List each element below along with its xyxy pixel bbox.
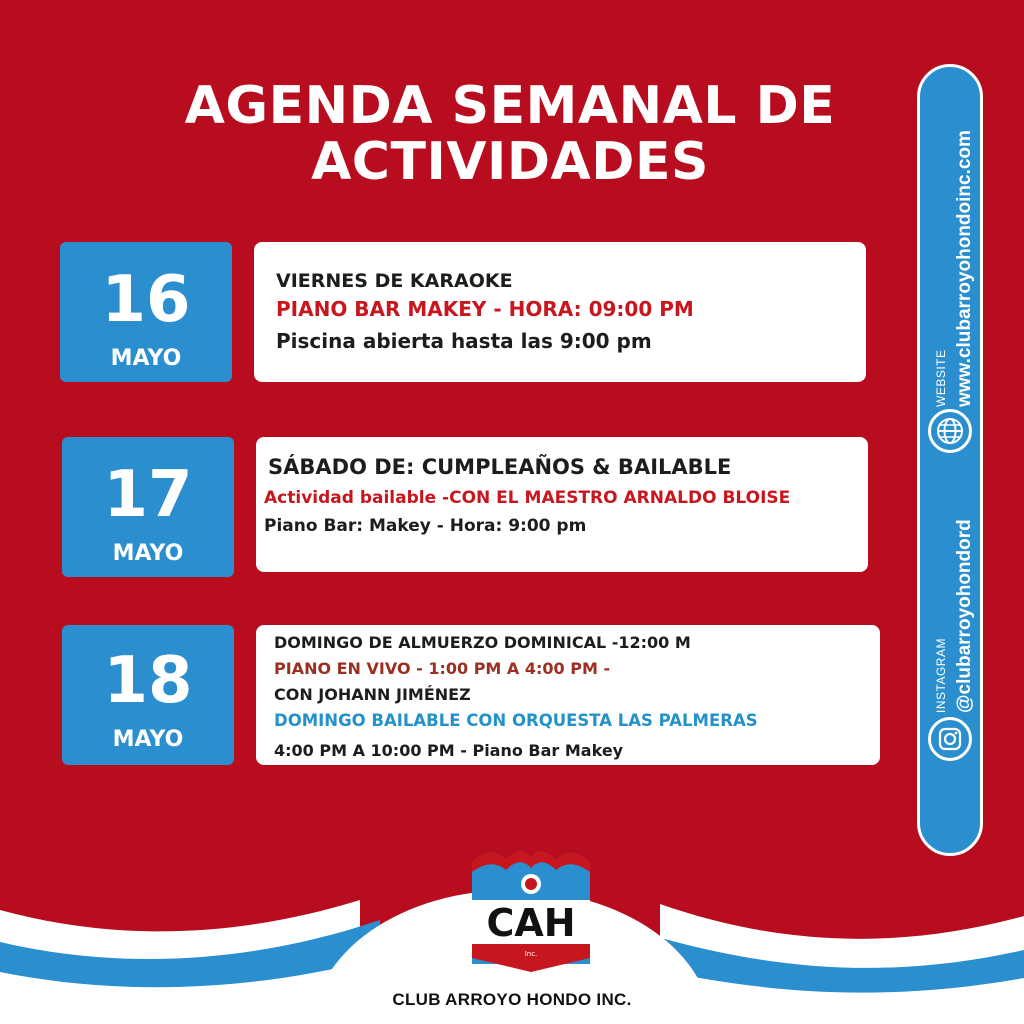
globe-icon [928,409,972,453]
club-logo [466,846,596,976]
instagram-link[interactable]: @clubarroyohondord [954,519,975,713]
date-month: MAYO [112,541,184,566]
event-detail: Piano Bar: Makey - Hora: 9:00 pm [264,516,587,536]
logo-sub: Inc. [524,950,538,958]
date-day: 17 [103,458,193,532]
title-line-1: AGENDA SEMANAL DE [184,76,836,136]
page-title [150,78,870,190]
date-box-17 [62,437,234,577]
instagram-icon [928,717,972,761]
event-detail: Piscina abierta hasta las 9:00 pm [276,329,652,353]
event-card-18 [256,625,880,765]
event-detail: 4:00 PM A 10:00 PM - Piano Bar Makey [274,741,624,760]
event-detail: CON JOHANN JIMÉNEZ [274,685,471,704]
date-day: 18 [103,644,193,718]
date-month: MAYO [110,346,182,371]
date-month: MAYO [112,727,184,752]
date-box-18 [62,625,234,765]
instagram-label: INSTAGRAM [934,638,948,713]
title-line-2: ACTIVIDADES [311,132,709,192]
event-card-17 [256,437,868,572]
logo-mark: CAH [486,901,576,945]
event-title: DOMINGO DE ALMUERZO DOMINICAL -12:00 M [274,633,691,652]
event-detail: PIANO EN VIVO - 1:00 PM A 4:00 PM - [274,659,611,678]
event-detail: DOMINGO BAILABLE CON ORQUESTA LAS PALMERAS [274,711,758,730]
website-label: WEBSITE [934,349,948,407]
event-title: SÁBADO DE: CUMPLEAÑOS & BAILABLE [268,455,732,479]
event-detail: Actividad bailable -CON EL MAESTRO ARNALDO BLOISE [264,488,791,508]
event-card-16 [254,242,866,382]
contact-sidebar [917,64,983,856]
website-link[interactable]: www.clubarroyohondoinc.com [954,130,975,407]
club-name: CLUB ARROYO HONDO INC. [392,990,632,1009]
event-detail: PIANO BAR MAKEY - HORA: 09:00 PM [276,297,694,321]
date-box-16 [60,242,232,382]
date-day: 16 [101,263,191,337]
event-title: VIERNES DE KARAOKE [276,270,513,292]
